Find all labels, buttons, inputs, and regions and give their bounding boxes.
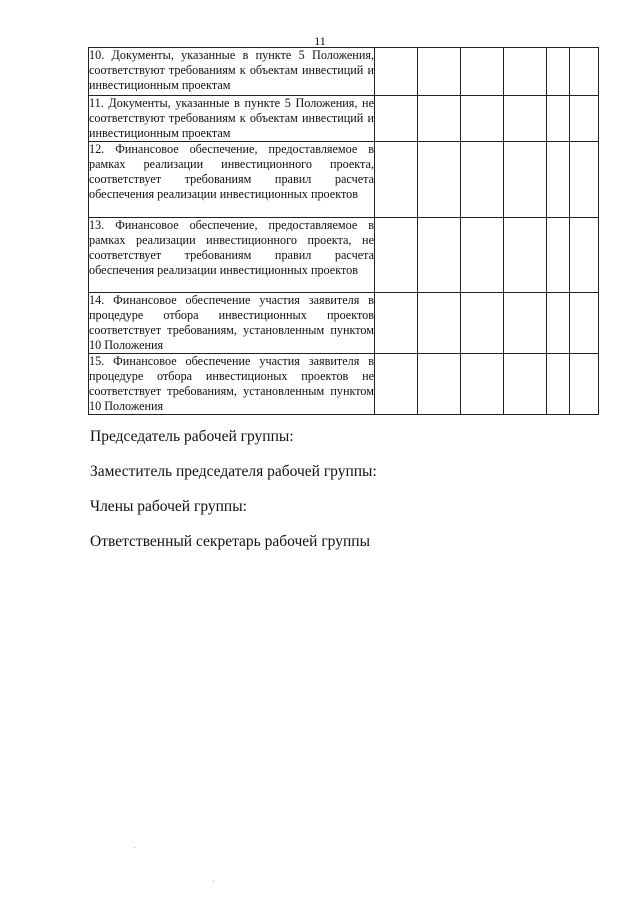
mark-cell bbox=[375, 142, 418, 218]
mark-cell bbox=[418, 96, 461, 142]
table-row bbox=[89, 218, 599, 293]
mark-cell bbox=[570, 48, 599, 96]
mark-cell bbox=[418, 293, 461, 354]
mark-cell bbox=[570, 96, 599, 142]
mark-cell bbox=[504, 293, 547, 354]
criterion-cell: 10. Документы, указанные в пункте 5 Положения, соответствуют требованиям к объектам инвестиций и инвестиционным проектам bbox=[89, 48, 375, 96]
mark-cell bbox=[461, 218, 504, 293]
signature-members: Члены рабочей группы: bbox=[90, 498, 247, 515]
mark-cell bbox=[504, 142, 547, 218]
mark-cell bbox=[418, 354, 461, 415]
criterion-cell: 12. Финансовое обеспечение, предоставляемое в рамках реализации инвестиционного проекта, соответствует требованиям правил расчета обеспечения реализации инвестиционных проектов bbox=[89, 142, 375, 218]
scan-speck bbox=[213, 881, 214, 882]
table-row bbox=[89, 48, 599, 96]
criterion-cell: 14. Финансовое обеспечение участия заявителя в процедуре отбора инвестиционных проектов соответствует требованиям, установленным пунктом 10 Положения bbox=[89, 293, 374, 352]
mark-cell bbox=[504, 354, 547, 415]
table-row bbox=[89, 142, 599, 218]
criterion-cell: 11. Документы, указанные в пункте 5 Положения, не соответствуют требованиям к объектам инвестиций и инвестиционным проектам bbox=[89, 96, 374, 140]
mark-cell bbox=[547, 96, 570, 142]
mark-cell bbox=[375, 96, 418, 142]
mark-cell bbox=[461, 48, 504, 96]
mark-cell bbox=[418, 218, 461, 293]
criterion-cell: 15. Финансовое обеспечение участия заявителя в процедуре отбора инвестиционых проектов не соответствует требованиям, установленным пунктом 10 Положения bbox=[89, 354, 374, 413]
mark-cell bbox=[375, 48, 418, 96]
signature-secretary: Ответственный секретарь рабочей группы bbox=[90, 533, 370, 550]
mark-cell bbox=[461, 142, 504, 218]
signature-chairman: Председатель рабочей группы: bbox=[90, 428, 294, 445]
table-row bbox=[89, 354, 599, 415]
mark-cell bbox=[461, 293, 504, 354]
mark-cell bbox=[461, 96, 504, 142]
criteria-table bbox=[88, 47, 599, 415]
mark-cell bbox=[570, 142, 599, 218]
mark-cell bbox=[570, 293, 599, 354]
mark-cell bbox=[375, 218, 418, 293]
mark-cell bbox=[547, 293, 570, 354]
table-row bbox=[89, 293, 599, 354]
mark-cell bbox=[570, 218, 599, 293]
scan-speck bbox=[134, 847, 135, 848]
table-row bbox=[89, 96, 599, 142]
page-number: 11 bbox=[314, 34, 326, 48]
mark-cell bbox=[504, 96, 547, 142]
mark-cell bbox=[375, 293, 418, 354]
mark-cell bbox=[570, 354, 599, 415]
signature-deputy: Заместитель председателя рабочей группы: bbox=[90, 463, 377, 480]
mark-cell bbox=[504, 218, 547, 293]
mark-cell bbox=[461, 354, 504, 415]
mark-cell bbox=[375, 354, 418, 415]
mark-cell bbox=[547, 48, 570, 96]
mark-cell bbox=[547, 354, 570, 415]
mark-cell bbox=[504, 48, 547, 96]
mark-cell bbox=[418, 48, 461, 96]
mark-cell bbox=[547, 142, 570, 218]
mark-cell bbox=[547, 218, 570, 293]
mark-cell bbox=[418, 142, 461, 218]
criterion-cell: 13. Финансовое обеспечение, предоставляемое в рамках реализации инвестиционного проекта, не соответствует требованиям правил расчета обеспечения реализации инвестиционных проектов bbox=[89, 218, 375, 293]
